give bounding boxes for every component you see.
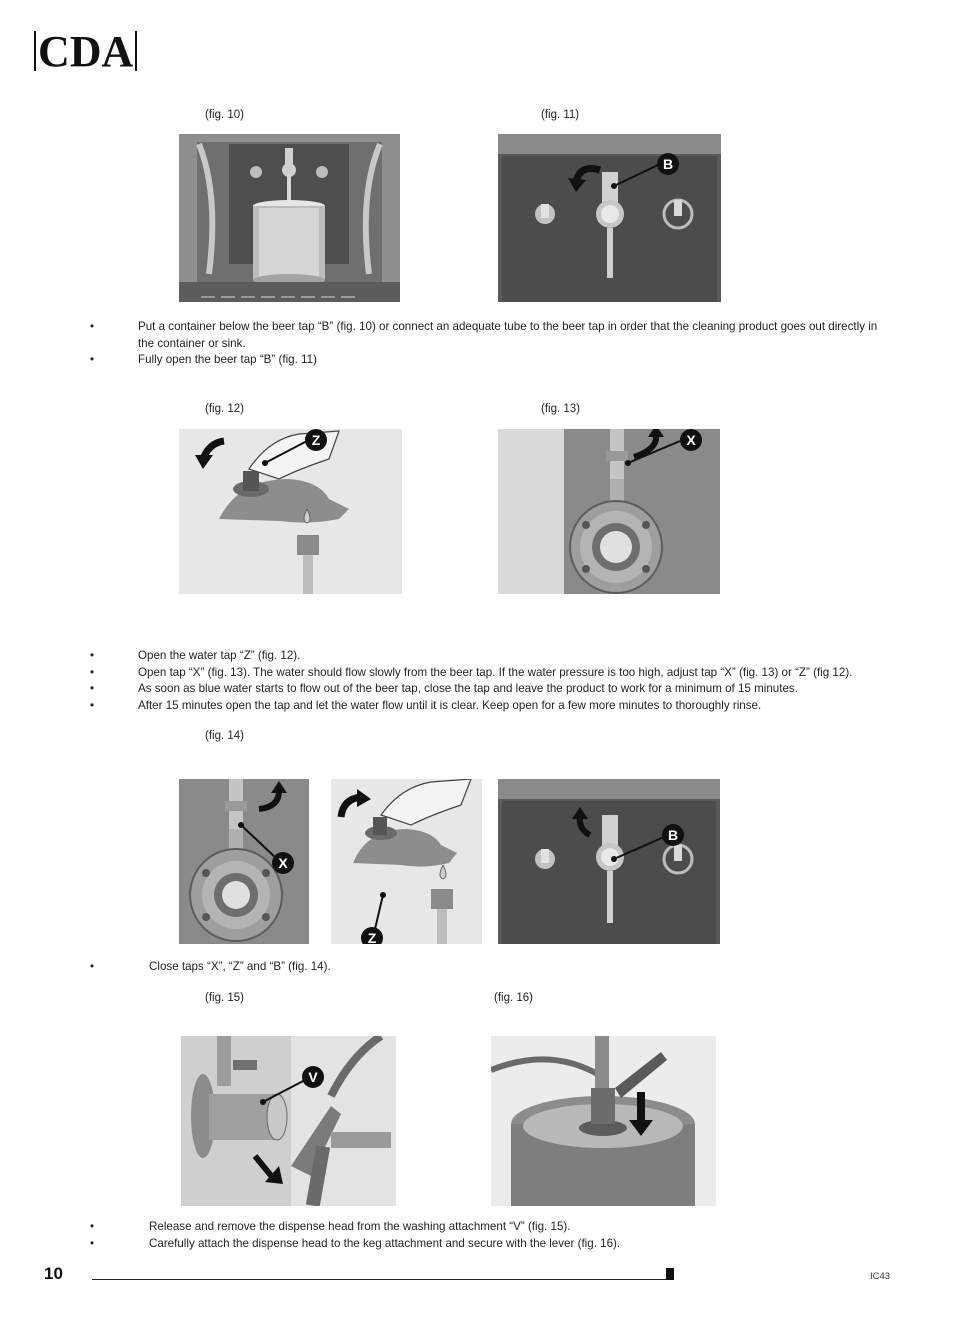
fig-14b-image [331, 779, 482, 944]
footer-marker [666, 1268, 674, 1280]
instructions-list-1 [90, 319, 890, 369]
fig-11-caption: (fig. 11) [541, 109, 580, 121]
fig-14c-image [498, 779, 720, 944]
instruction-text: Close taps “X”, “Z” and “B” (fig. 14). [149, 960, 331, 973]
bullet: • [90, 1236, 95, 1250]
bullet: • [90, 1220, 95, 1233]
fig-11-callout-b: B [662, 156, 674, 172]
list-item [90, 352, 890, 369]
instruction-text: Put a container below the beer tap “B” (fig. 10) or connect an adequate tube to the beer tap in order that the cleaning product goes out directly in the container or sink. [138, 320, 878, 350]
fig-14-caption: (fig. 14) [205, 730, 244, 742]
instructions-list-3 [90, 959, 890, 976]
fig-15-image [181, 1036, 396, 1206]
fig-11-image [498, 134, 721, 302]
instructions-list-4 [90, 1219, 890, 1252]
fig-13-callout-x: X [686, 432, 696, 448]
list-item [90, 681, 890, 698]
logo-text: CDA [38, 26, 134, 76]
list-item [90, 665, 890, 682]
fig-10-image [179, 134, 400, 302]
fig-12-caption: (fig. 12) [205, 403, 244, 415]
list-item [90, 698, 890, 715]
fig-13-caption: (fig. 13) [541, 403, 580, 415]
bullet: • [90, 353, 95, 366]
fig-14-callout-x: X [278, 855, 288, 871]
fig-16-image [491, 1036, 716, 1206]
document-code: IC43 [870, 1271, 891, 1282]
bullet: • [90, 682, 95, 695]
list-item [90, 1219, 890, 1236]
list-item [90, 319, 890, 352]
cda-logo [32, 26, 139, 76]
bullet: • [90, 698, 95, 712]
fig-13-image [498, 429, 720, 594]
instruction-text: Fully open the beer tap “B” (fig. 11) [138, 353, 317, 366]
footer-rule [92, 1279, 672, 1280]
fig-15-caption: (fig. 15) [205, 992, 244, 1004]
instruction-text: Open the water tap “Z” (fig. 12). [138, 649, 301, 662]
fig-14a-image [179, 779, 309, 944]
instructions-list-2 [90, 648, 890, 714]
list-item [90, 648, 890, 665]
fig-12-image [179, 429, 402, 594]
fig-14-callout-b: B [667, 827, 679, 843]
instruction-text: As soon as blue water starts to flow out of the beer tap, close the tap and leave the product to work for a minimum of 15 minutes. [138, 682, 798, 695]
fig-10-caption: (fig. 10) [205, 109, 244, 121]
fig-12-callout-z: Z [311, 432, 321, 448]
instruction-text: After 15 minutes open the tap and let the water flow until it is clear. Keep open for a few more minutes to thoroughly rinse. [138, 698, 762, 712]
fig-14-callout-z: Z [367, 930, 377, 944]
bullet: • [90, 649, 95, 662]
fig-15-callout-v: V [308, 1069, 318, 1085]
instruction-text: Open tap “X” (fig. 13). The water should flow slowly from the beer tap. If the water pressure is too high, adjust tap “X” (fig. 13) or “Z” (fig 12). [138, 665, 853, 679]
fig-16-caption: (fig. 16) [494, 992, 533, 1004]
list-item [90, 959, 890, 976]
bullet: • [90, 960, 95, 973]
bullet: • [90, 320, 95, 333]
list-item [90, 1236, 890, 1253]
instruction-text: Carefully attach the dispense head to the keg attachment and secure with the lever (fig. 16). [149, 1236, 621, 1250]
instruction-text: Release and remove the dispense head from the washing attachment “V” (fig. 15). [149, 1220, 571, 1233]
page-number: 10 [44, 1264, 63, 1283]
bullet: • [90, 665, 95, 679]
